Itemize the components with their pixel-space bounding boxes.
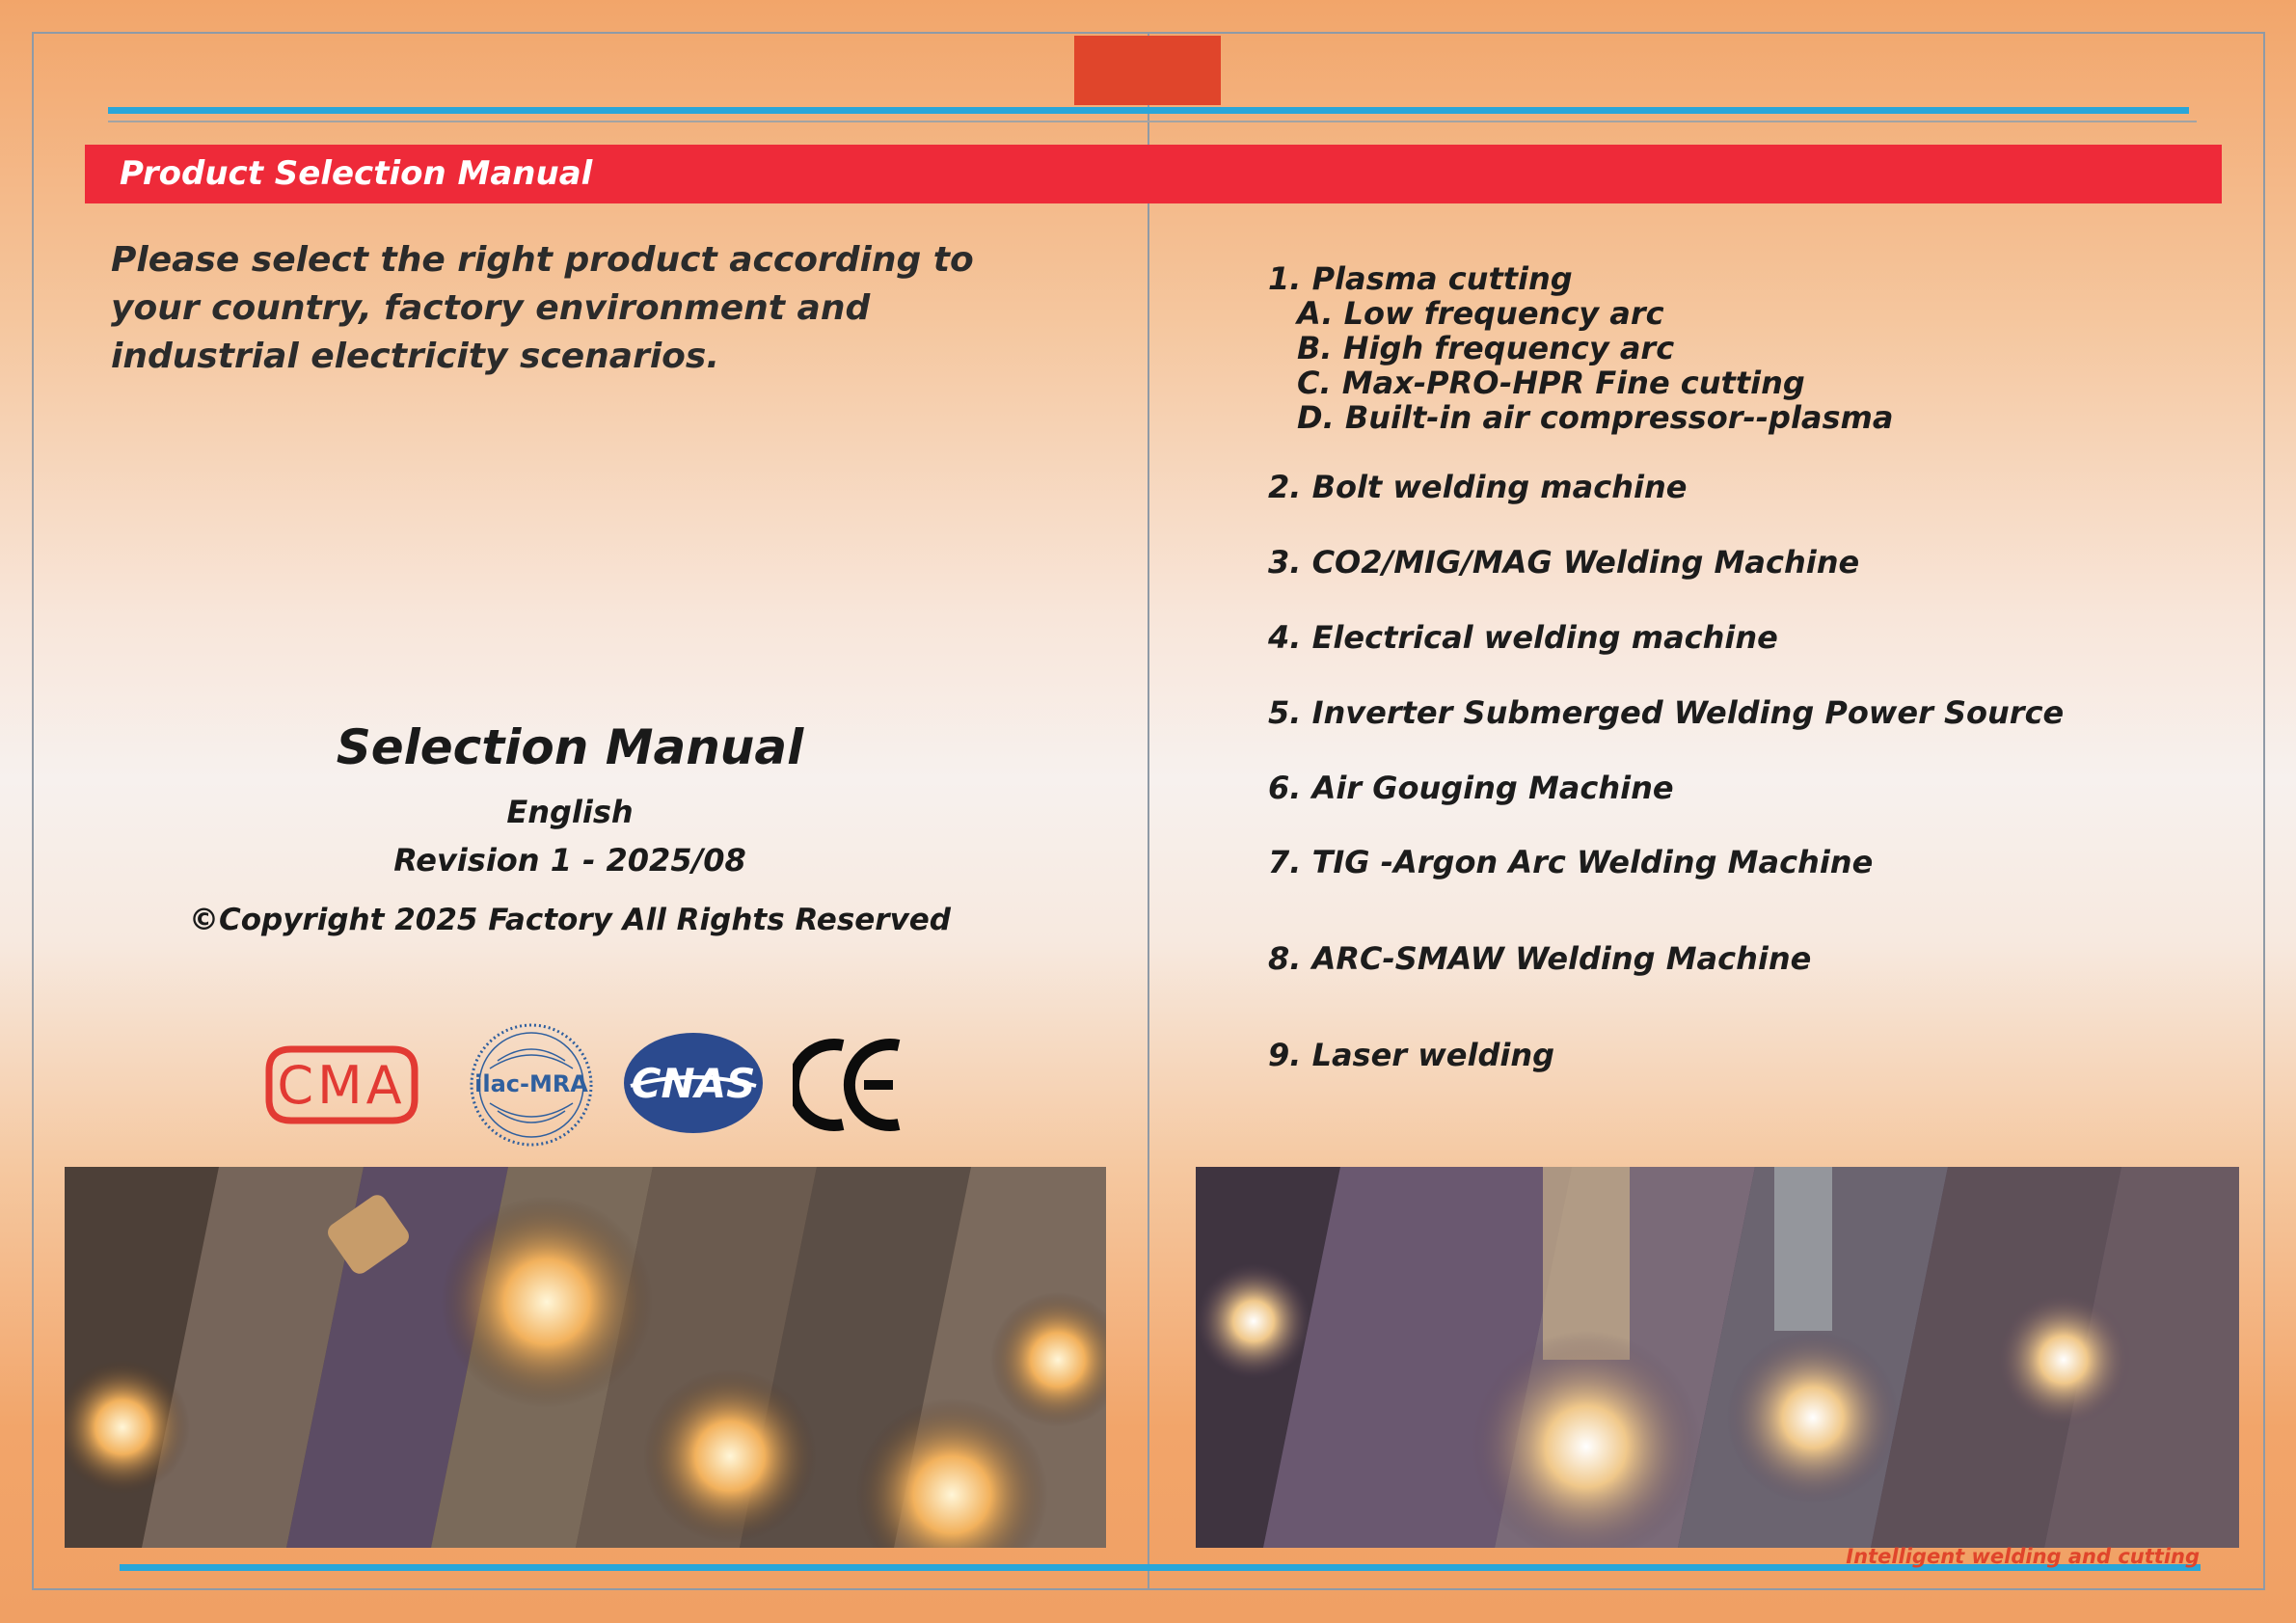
svg-text:CMA: CMA	[277, 1055, 406, 1116]
manual-language: English	[506, 794, 634, 830]
manual-revision: Revision 1 - 2025/08	[393, 842, 746, 879]
banner-title: Product Selection Manual	[120, 154, 593, 193]
list-subitem: A. Low frequency arc	[1297, 295, 1664, 332]
cnas-logo-icon	[621, 1030, 766, 1136]
welding-collage-photo-left	[65, 1167, 1106, 1548]
svg-text:CNAS: CNAS	[631, 1060, 756, 1107]
list-subitem: D. Built-in air compressor--plasma	[1297, 399, 1894, 436]
list-item: 6. Air Gouging Machine	[1268, 770, 1674, 806]
list-item: 2. Bolt welding machine	[1268, 469, 1688, 505]
intro-text: Please select the right product according to your country, factory environment and industrial electricity scenarios.	[111, 240, 974, 376]
list-subitem: C. Max-PRO-HPR Fine cutting	[1297, 365, 1805, 401]
certification-logos	[262, 1022, 918, 1148]
top-blue-rule	[108, 107, 2189, 114]
list-item: 5. Inverter Submerged Welding Power Source	[1268, 694, 2065, 731]
cma-logo-icon	[262, 1041, 421, 1128]
list-item: 4. Electrical welding machine	[1268, 619, 1778, 656]
list-item: 3. CO2/MIG/MAG Welding Machine	[1268, 544, 1860, 581]
page-fold-line	[1148, 32, 1149, 1590]
list-item: 7. TIG -Argon Arc Welding Machine	[1268, 844, 1874, 880]
list-item: 8. ARC-SMAW Welding Machine	[1268, 940, 1812, 977]
manual-title-block	[85, 714, 1055, 939]
top-tab-decoration	[1074, 36, 1221, 105]
manual-title: Selection Manual	[336, 719, 804, 775]
svg-text:ilac-MRA: ilac-MRA	[474, 1070, 588, 1097]
top-grey-rule	[108, 121, 2197, 122]
list-item: 9. Laser welding	[1268, 1037, 1555, 1073]
footer-tagline: Intelligent welding and cutting	[1846, 1545, 2200, 1568]
ilac-mra-logo-icon	[469, 1022, 594, 1148]
copyright-notice: ©Copyright 2025 Factory All Rights Reserved	[188, 903, 951, 937]
cutting-collage-photo-right	[1196, 1167, 2239, 1548]
header-banner	[85, 145, 2222, 203]
list-subitem: B. High frequency arc	[1297, 330, 1675, 366]
ce-mark-icon	[793, 1032, 908, 1138]
list-item: 1. Plasma cutting	[1268, 260, 1573, 297]
